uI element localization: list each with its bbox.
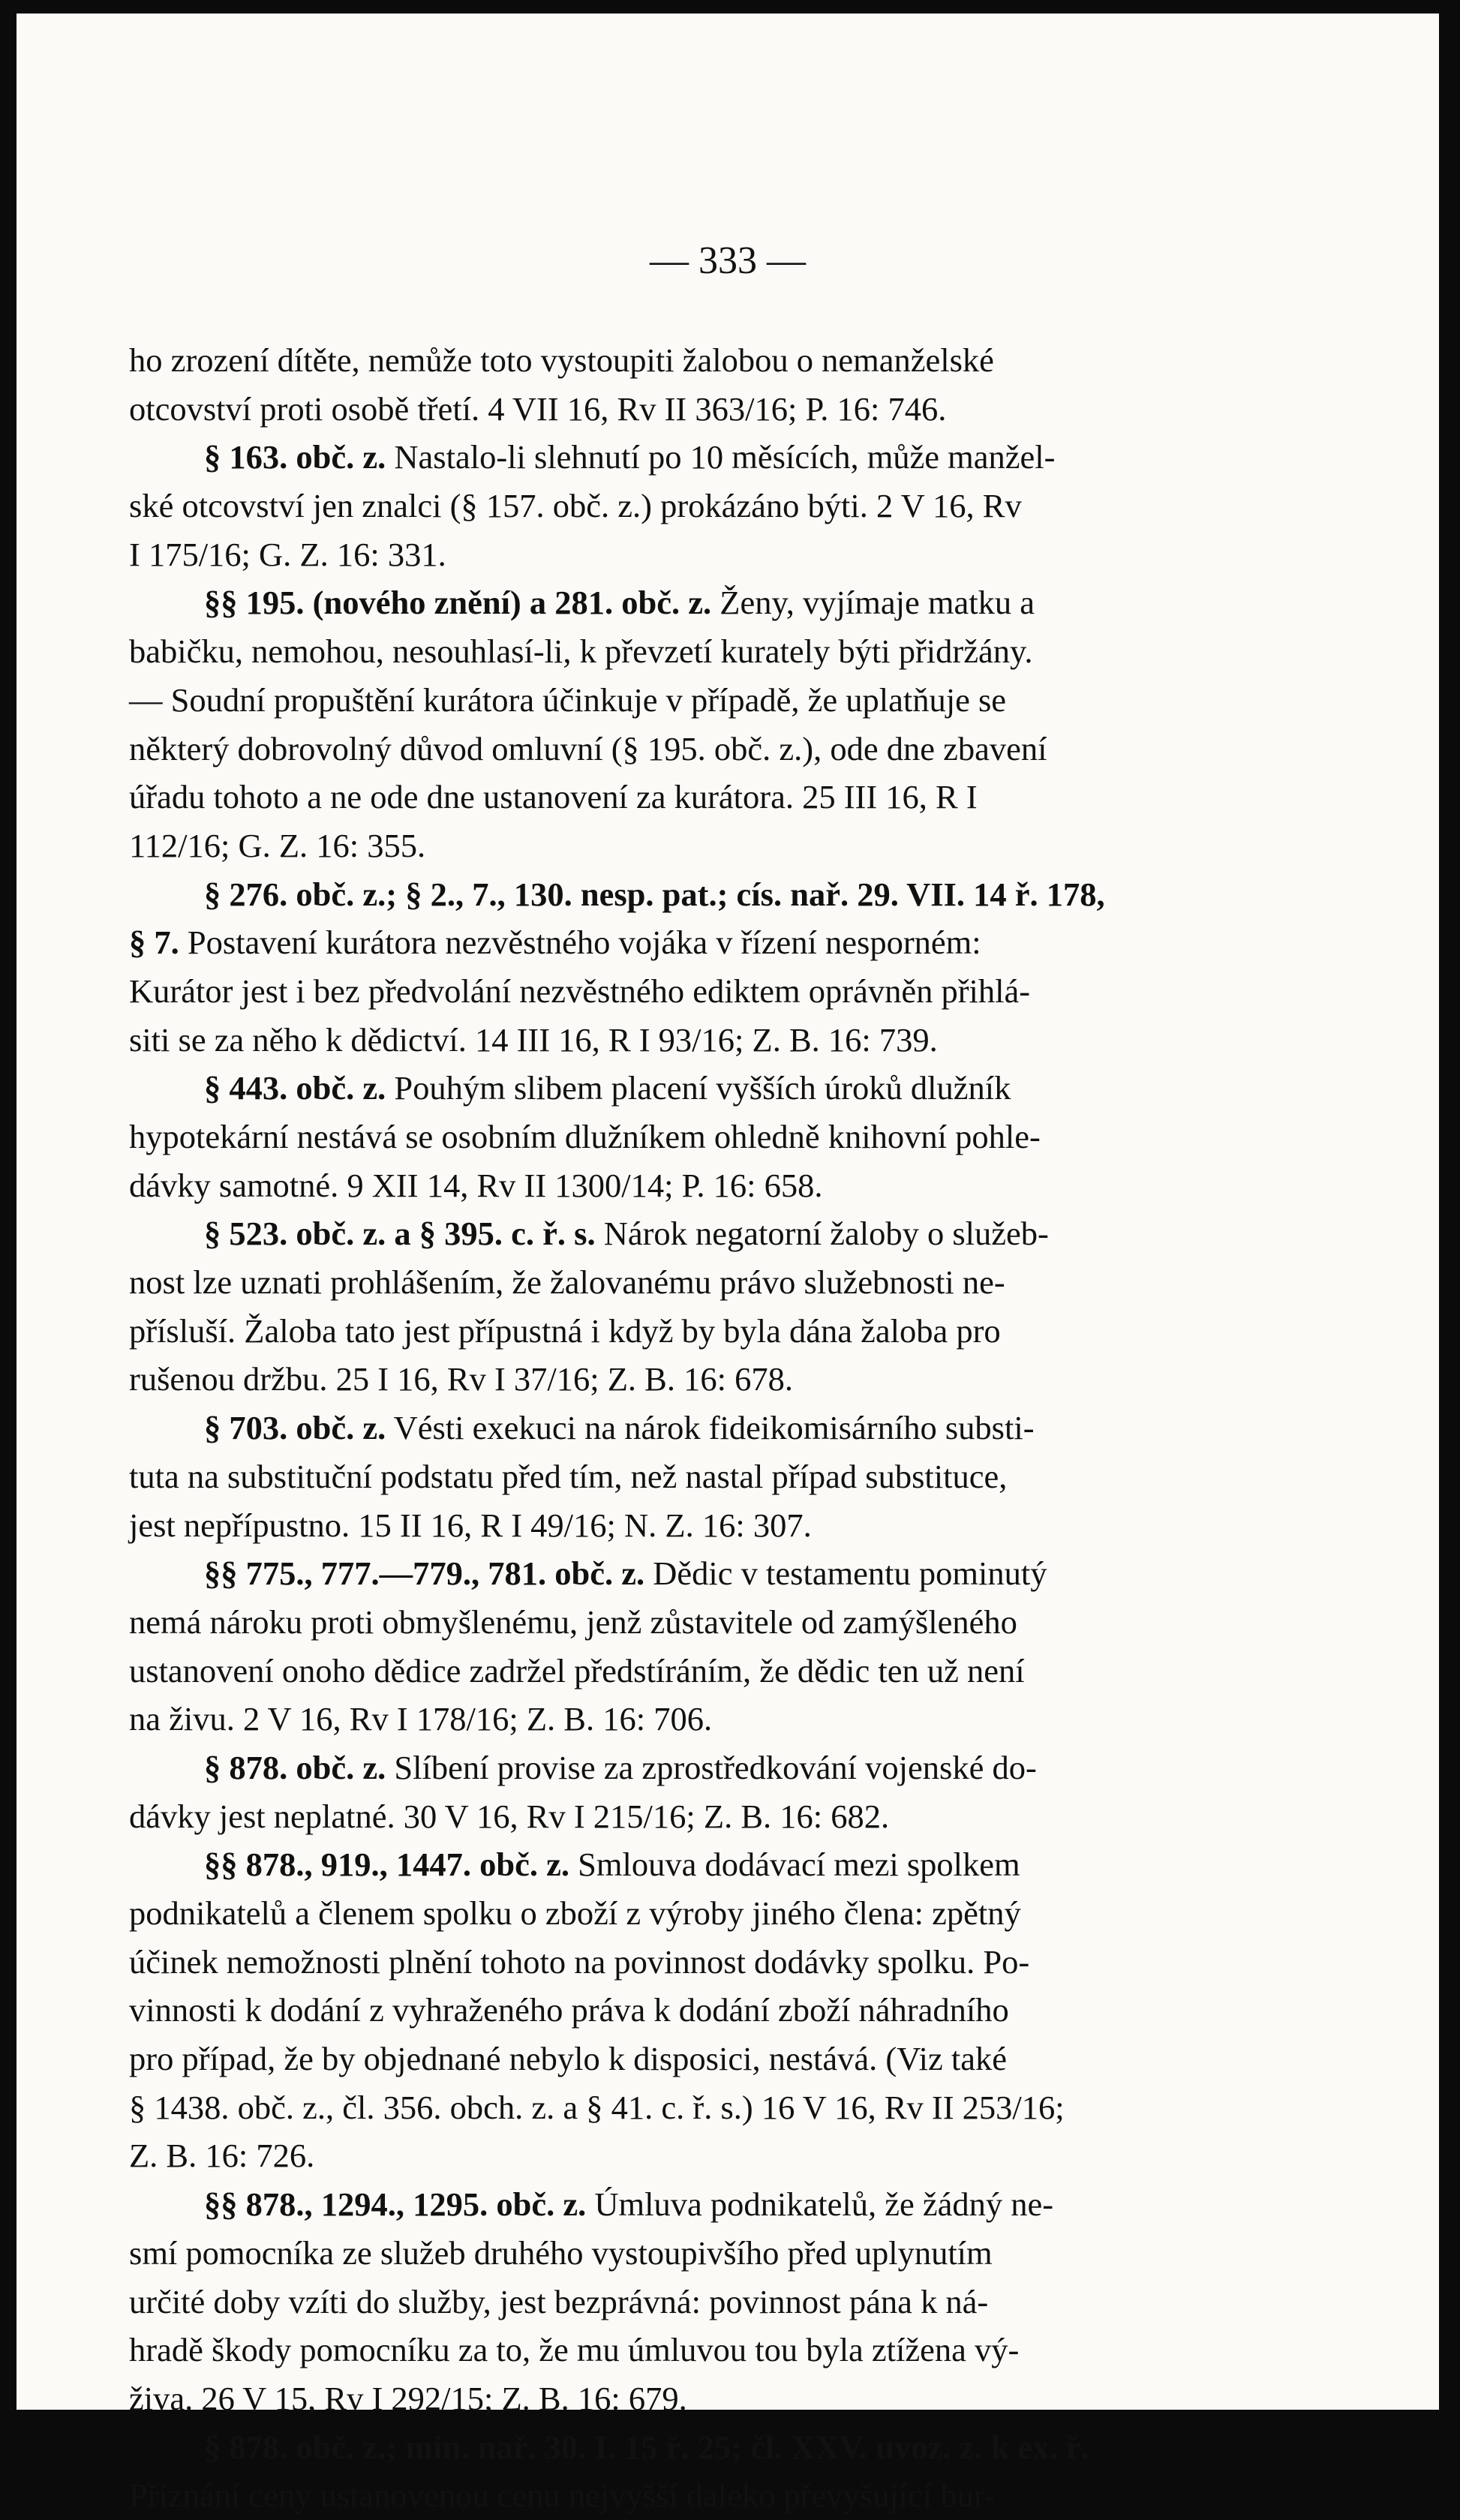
text-line	[129, 676, 1254, 725]
line-text: hypotekární nestává se osobním dlužníkem ohledně knihovní pohle-	[129, 1118, 1041, 1155]
statute-reference: § 276. obč. z.; § 2., 7., 130. nesp. pat.; cís. nař. 29. VII. 14 ř. 178,	[204, 875, 1105, 913]
line-text: Nárok negatorní žaloby o služeb-	[595, 1215, 1049, 1253]
line-text: Pouhým slibem placení vyšších úroků dlužník	[386, 1069, 1011, 1107]
line-text: Úmluva podnikatelů, že žádný ne-	[586, 2185, 1054, 2224]
book-page	[17, 14, 1439, 2515]
line-text: podnikatelů a členem spolku o zboží z výroby jiného člena: zpětný	[129, 1894, 1021, 1932]
text-line	[129, 336, 1254, 385]
line-text: Smlouva dodávací mezi spolkem	[569, 1846, 1020, 1884]
line-text: Přiznání ceny ustanovenou cenu nejvyšší daleko převyšující bur-	[129, 2476, 996, 2515]
line-text: dávky samotné. 9 XII 14, Rv II 1300/14; P. 16: 658.	[129, 1166, 823, 1204]
line-text: ho zrození dítěte, nemůže toto vystoupiti žalobou o nemanželské	[129, 341, 994, 379]
text-line	[129, 530, 1254, 579]
statute-reference: § 523. obč. z. a § 395. c. ř. s.	[204, 1215, 596, 1253]
line-text: pro případ, že by objednané nebylo k disposici, nestává. (Viz také	[129, 2040, 1008, 2078]
line-text: na živu. 2 V 16, Rv I 178/16; Z. B. 16: 706.	[129, 1700, 713, 1738]
line-text: Dědic v testamentu pominutý	[644, 1554, 1047, 1593]
text-line	[129, 967, 1254, 1016]
text-line	[129, 1647, 1254, 1696]
text-line	[129, 2229, 1254, 2278]
text-line	[129, 1064, 1254, 1113]
statute-reference: § 703. obč. z.	[204, 1409, 386, 1447]
text-line	[129, 1501, 1254, 1550]
line-text: — Soudní propuštění kurátora účinkuje v případě, že uplatňuje se	[129, 680, 1007, 719]
line-text: Slíbení provise za zprostředkování vojenské do-	[386, 1748, 1037, 1786]
text-line	[129, 2326, 1254, 2374]
text-line	[129, 1258, 1254, 1307]
line-text: přísluší. Žaloba tato jest přípustná i když by byla dána žaloba pro	[129, 1311, 1001, 1350]
text-line	[129, 1452, 1254, 1501]
line-text: Ženy, vyjímaje matku a	[711, 584, 1035, 622]
line-text: dávky jest neplatné. 30 V 16, Rv I 215/16; Z. B. 16: 682.	[129, 1797, 890, 1835]
line-text: rušenou držbu. 25 I 16, Rv I 37/16; Z. B. 16: 678.	[129, 1360, 793, 1398]
text-line	[129, 1986, 1254, 2035]
text-line	[129, 2471, 1254, 2520]
line-text: Postavení kurátora nezvěstného vojáka v řízení nesporném:	[179, 924, 981, 962]
text-line	[129, 2374, 1254, 2423]
statute-reference: § 7.	[129, 924, 179, 962]
text-line	[129, 725, 1254, 773]
line-text: tuta na substituční podstatu před tím, než nastal případ substituce,	[129, 1457, 1008, 1495]
text-line	[129, 2035, 1254, 2083]
line-text: smí pomocníka ze služeb druhého vystoupivšího před uplynutím	[129, 2233, 993, 2272]
line-text: jest nepřípustno. 15 II 16, R I 49/16; N. Z. 16: 307.	[129, 1506, 812, 1544]
text-line	[129, 2278, 1254, 2326]
line-text: Nastalo-li slehnutí po 10 měsících, může manžel-	[386, 438, 1056, 476]
line-text: 112/16; G. Z. 16: 355.	[129, 826, 426, 864]
text-line	[129, 1307, 1254, 1356]
text-line	[129, 1598, 1254, 1647]
text-line	[129, 773, 1254, 821]
text-line	[129, 918, 1254, 967]
line-text: živa. 26 V 15, Rv I 292/15; Z. B. 16: 679.	[129, 2379, 687, 2417]
text-line	[129, 385, 1254, 434]
statute-reference: §§ 775., 777.—779., 781. obč. z.	[204, 1554, 645, 1593]
line-text: siti se za něho k dědictví. 14 III 16, R I 93/16; Z. B. 16: 739.	[129, 1020, 938, 1059]
text-line	[129, 1695, 1254, 1744]
line-text: I 175/16; G. Z. 16: 331.	[129, 535, 446, 573]
line-text: nemá nároku proti obmyšlenému, jenž zůstavitele od zamýšleného	[129, 1602, 1017, 1641]
line-text: hradě škody pomocníku za to, že mu úmluvou tou byla ztížena vý-	[129, 2331, 1020, 2369]
text-line	[129, 1355, 1254, 1404]
text-line	[129, 870, 1254, 919]
text-line	[129, 1113, 1254, 1161]
text-line	[129, 821, 1254, 870]
text-line	[129, 1840, 1254, 1889]
text-line	[129, 1209, 1254, 1258]
page-number: — 333 —	[650, 239, 806, 282]
text-line	[129, 1744, 1254, 1792]
text-line	[129, 1404, 1254, 1452]
line-text: vinnosti k dodání z vyhraženého práva k dodání zboží náhradního	[129, 1991, 1009, 2029]
line-text: § 1438. obč. z., čl. 356. obch. z. a § 41. c. ř. s.) 16 V 16, Rv II 253/16;	[129, 2088, 1065, 2126]
statute-reference: §§ 878., 919., 1447. obč. z.	[204, 1846, 570, 1884]
body-text	[129, 336, 1254, 2520]
text-line	[129, 2131, 1254, 2180]
statute-reference: §§ 878., 1294., 1295. obč. z.	[204, 2185, 587, 2224]
line-text: Kurátor jest i bez předvolání nezvěstného ediktem oprávněn přihlá-	[129, 972, 1031, 1010]
line-text: otcovství proti osobě třetí. 4 VII 16, Rv II 363/16; P. 16: 746.	[129, 389, 947, 428]
text-line	[129, 1549, 1254, 1598]
text-line	[129, 2083, 1254, 2132]
statute-reference: § 878. obč. z.	[204, 1748, 386, 1786]
text-line	[129, 2423, 1254, 2472]
line-text: účinek nemožnosti plnění tohoto na povinnost dodávky spolku. Po-	[129, 1942, 1030, 1981]
text-line	[129, 578, 1254, 627]
line-text: určité doby vzíti do služby, jest bezprávná: povinnost pána k ná-	[129, 2282, 989, 2320]
statute-reference: §§ 195. (nového znění) a 281. obč. z.	[204, 584, 712, 622]
text-line	[129, 433, 1254, 482]
text-line	[129, 1161, 1254, 1210]
statute-reference: § 443. obč. z.	[204, 1069, 386, 1107]
text-line	[129, 627, 1254, 676]
text-line	[129, 1938, 1254, 1987]
line-text: některý dobrovolný důvod omluvní (§ 195. obč. z.), ode dne zbavení	[129, 729, 1047, 767]
statute-reference: § 878. obč. z.; min. nař. 30. I. 15 ř. 25; čl. XXV. uvoz. z. k ex. ř.	[204, 2428, 1089, 2466]
line-text: Z. B. 16: 726.	[129, 2137, 315, 2175]
text-line	[129, 482, 1254, 530]
text-line	[129, 2180, 1254, 2229]
line-text: babičku, nemohou, nesouhlasí-li, k převzetí kuratelу býti přidržány.	[129, 632, 1033, 671]
line-text: ustanovení onoho dědice zadržel předstíráním, že dědic ten už není	[129, 1651, 1025, 1690]
line-text: ské otcovství jen znalci (§ 157. obč. z.) prokázáno býti. 2 V 16, Rv	[129, 487, 1022, 525]
line-text: nost lze uznati prohlášením, že žalovanému právo služebnosti ne-	[129, 1263, 1005, 1302]
text-line	[129, 1792, 1254, 1841]
statute-reference: § 163. obč. z.	[204, 438, 386, 476]
line-text: Vésti exekuci na nárok fideikomisárního substi-	[386, 1409, 1035, 1447]
text-line	[129, 1016, 1254, 1065]
line-text: úřadu tohoto a ne ode dne ustanovení za kurátora. 25 III 16, R I	[129, 778, 978, 816]
text-line	[129, 1889, 1254, 1938]
